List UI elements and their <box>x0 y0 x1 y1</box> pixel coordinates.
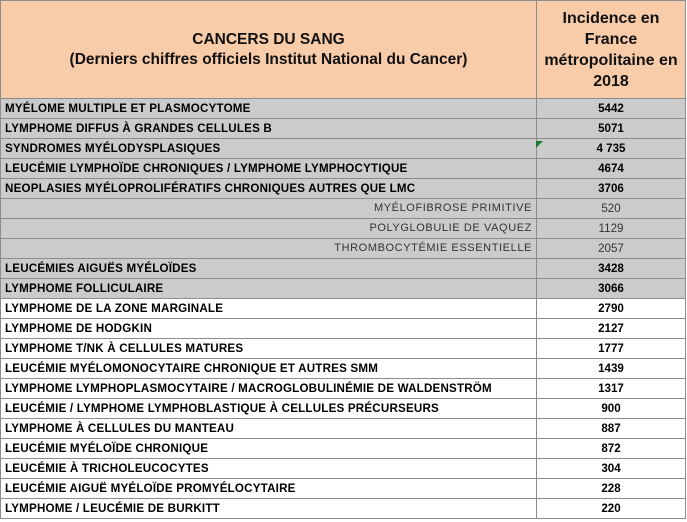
cancer-name: LEUCÉMIE AIGUË MYÉLOÏDE PROMYÉLOCYTAIRE <box>1 479 537 499</box>
table-row <box>1 139 686 159</box>
incidence-value: 900 <box>537 399 686 419</box>
table-row <box>1 399 686 419</box>
table-title-cell <box>1 1 537 99</box>
table-row <box>1 119 686 139</box>
cancer-name: LYMPHOME / LEUCÉMIE DE BURKITT <box>1 499 537 519</box>
incidence-value: 5442 <box>537 99 686 119</box>
table-subrow <box>1 219 686 239</box>
cancer-subtype-name: POLYGLOBULIE DE VAQUEZ <box>1 219 537 239</box>
table-row <box>1 339 686 359</box>
incidence-value: 887 <box>537 419 686 439</box>
table-header-row <box>1 1 686 99</box>
cancer-name: LYMPHOME DIFFUS À GRANDES CELLULES B <box>1 119 537 139</box>
incidence-value: 3066 <box>537 279 686 299</box>
cancer-name: LYMPHOME FOLLICULAIRE <box>1 279 537 299</box>
cancer-name: LEUCÉMIE À TRICHOLEUCOCYTES <box>1 459 537 479</box>
incidence-value: 3706 <box>537 179 686 199</box>
table-row <box>1 279 686 299</box>
cancer-name: LYMPHOME DE LA ZONE MARGINALE <box>1 299 537 319</box>
incidence-value: 1129 <box>537 219 686 239</box>
cancer-name: SYNDROMES MYÉLODYSPLASIQUES <box>1 139 537 159</box>
table-subtitle: (Derniers chiffres officiels Institut National du Cancer) <box>69 50 468 68</box>
incidence-value: 3428 <box>537 259 686 279</box>
table-row <box>1 439 686 459</box>
incidence-value: 1439 <box>537 359 686 379</box>
cancer-name: LYMPHOME T/NK À CELLULES MATURES <box>1 339 537 359</box>
cancer-name: MYÉLOME MULTIPLE ET PLASMOCYTOME <box>1 99 537 119</box>
table-row <box>1 99 686 119</box>
table-row <box>1 319 686 339</box>
incidence-header: Incidence en France métropolitaine en 2018 <box>537 1 686 99</box>
cancer-name: LEUCÉMIE MYÉLOMONOCYTAIRE CHRONIQUE ET AUTRES SMM <box>1 359 537 379</box>
table-row <box>1 479 686 499</box>
table-row <box>1 359 686 379</box>
incidence-value: 1317 <box>537 379 686 399</box>
table-subrow <box>1 239 686 259</box>
table-title: CANCERS DU SANG <box>192 30 345 48</box>
cancer-name: LEUCÉMIE MYÉLOÏDE CHRONIQUE <box>1 439 537 459</box>
incidence-value: 520 <box>537 199 686 219</box>
cancer-subtype-name: MYÉLOFIBROSE PRIMITIVE <box>1 199 537 219</box>
incidence-value: 2057 <box>537 239 686 259</box>
table-row <box>1 159 686 179</box>
table-row <box>1 459 686 479</box>
incidence-value: 872 <box>537 439 686 459</box>
table-row <box>1 379 686 399</box>
cancer-name: LEUCÉMIES AIGUËS MYÉLOÏDES <box>1 259 537 279</box>
incidence-value: 228 <box>537 479 686 499</box>
cancer-name: LYMPHOME DE HODGKIN <box>1 319 537 339</box>
cancer-name: LEUCÉMIE LYMPHOÏDE CHRONIQUES / LYMPHOME LYMPHOCYTIQUE <box>1 159 537 179</box>
incidence-value: 220 <box>537 499 686 519</box>
incidence-value: 2790 <box>537 299 686 319</box>
incidence-value: 2127 <box>537 319 686 339</box>
cancer-name: NEOPLASIES MYÉLOPROLIFÉRATIFS CHRONIQUES AUTRES QUE LMC <box>1 179 537 199</box>
cancer-name: LEUCÉMIE / LYMPHOME LYMPHOBLASTIQUE À CELLULES PRÉCURSEURS <box>1 399 537 419</box>
table-row <box>1 179 686 199</box>
cell-comment-indicator-icon <box>536 141 543 148</box>
table-row <box>1 419 686 439</box>
cancer-name: LYMPHOME LYMPHOPLASMOCYTAIRE / MACROGLOBULINÉMIE DE WALDENSTRÖM <box>1 379 537 399</box>
table-row <box>1 259 686 279</box>
incidence-value: 304 <box>537 459 686 479</box>
incidence-value: 1777 <box>537 339 686 359</box>
table-subrow <box>1 199 686 219</box>
cancer-subtype-name: THROMBOCYTÉMIE ESSENTIELLE <box>1 239 537 259</box>
incidence-value: 4 735 <box>537 139 686 159</box>
incidence-value: 4674 <box>537 159 686 179</box>
incidence-value: 5071 <box>537 119 686 139</box>
cancer-name: LYMPHOME À CELLULES DU MANTEAU <box>1 419 537 439</box>
table-row <box>1 499 686 519</box>
table-row <box>1 299 686 319</box>
